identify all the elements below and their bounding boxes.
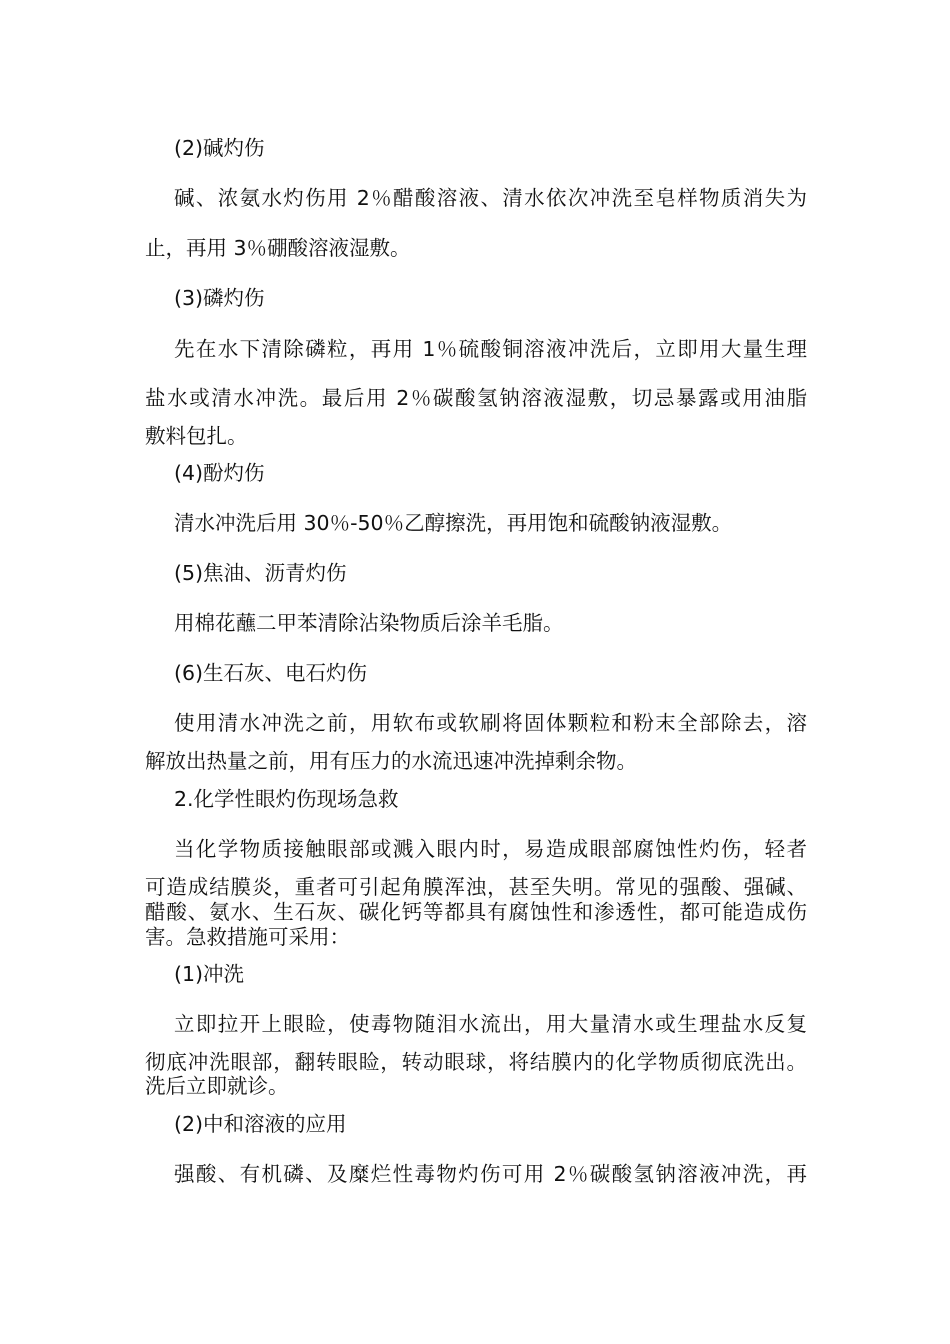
section-heading-eye-burn: 2.化学性眼灼伤现场急救 (174, 787, 399, 811)
paragraph-line: 醋酸、氨水、生石灰、碳化钙等都具有腐蚀性和渗透性，都可能造成伤 (145, 900, 807, 924)
paragraph-line: 清水冲洗后用 30％-50％乙醇擦洗，再用饱和硫酸钠液湿敷。 (174, 511, 733, 535)
section-heading-tar-burn: (5)焦油、沥青灼伤 (174, 561, 347, 585)
paragraph-line: 立即拉开上眼睑，使毒物随泪水流出，用大量清水或生理盐水反复 (174, 1012, 807, 1036)
paragraph-line: 用棉花蘸二甲苯清除沾染物质后涂羊毛脂。 (174, 611, 564, 635)
paragraph-line: 敷料包扎。 (145, 424, 248, 448)
paragraph-line: 洗后立即就诊。 (145, 1074, 289, 1098)
paragraph-line: 使用清水冲洗之前，用软布或软刷将固体颗粒和粉末全部除去，溶 (174, 711, 807, 735)
paragraph-line: 解放出热量之前，用有压力的水流迅速冲洗掉剩余物。 (145, 749, 637, 773)
section-heading-alkali-burn: (2)碱灼伤 (174, 136, 265, 160)
section-heading-neutralizing-solution: (2)中和溶液的应用 (174, 1112, 347, 1136)
section-heading-rinse: (1)冲洗 (174, 962, 245, 986)
section-heading-phosphorus-burn: (3)磷灼伤 (174, 286, 265, 310)
paragraph-line: 碱、浓氨水灼伤用 2％醋酸溶液、清水依次冲洗至皂样物质消失为 (174, 186, 807, 210)
section-heading-quicklime-burn: (6)生石灰、电石灼伤 (174, 661, 368, 685)
paragraph-line: 强酸、有机磷、及糜烂性毒物灼伤可用 2％碳酸氢钠溶液冲洗，再 (174, 1162, 807, 1186)
paragraph-line: 彻底冲洗眼部，翻转眼睑，转动眼球，将结膜内的化学物质彻底洗出。 (145, 1050, 807, 1074)
paragraph-line: 可造成结膜炎，重者可引起角膜浑浊，甚至失明。常见的强酸、强碱、 (145, 875, 807, 899)
section-heading-phenol-burn: (4)酚灼伤 (174, 461, 265, 485)
paragraph-line: 先在水下清除磷粒，再用 1％硫酸铜溶液冲洗后，立即用大量生理 (174, 337, 807, 361)
paragraph-line: 当化学物质接触眼部或溅入眼内时，易造成眼部腐蚀性灼伤，轻者 (174, 837, 807, 861)
paragraph-line: 害。急救措施可采用： (145, 925, 350, 949)
paragraph-line: 盐水或清水冲洗。最后用 2％碳酸氢钠溶液湿敷，切忌暴露或用油脂 (145, 386, 807, 410)
paragraph-line: 止，再用 3％硼酸溶液湿敷。 (145, 236, 411, 260)
